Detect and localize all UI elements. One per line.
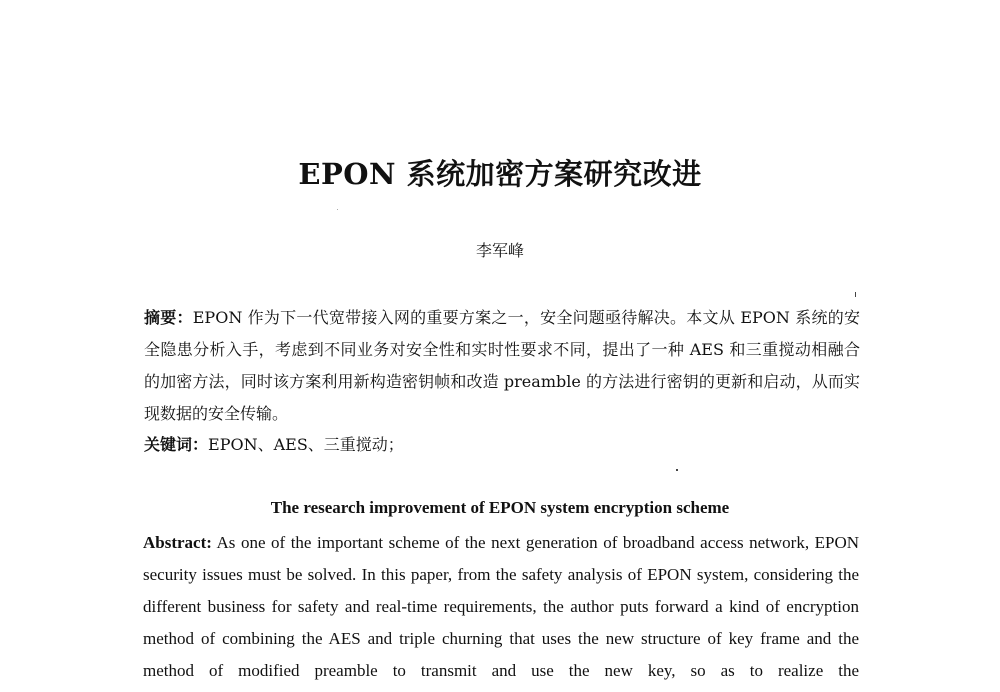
chinese-abstract-label: 摘要： — [144, 308, 193, 327]
author-name: 李军峰 — [475, 241, 524, 260]
english-abstract-text: As one of the important scheme of the next generation of broadband access network, EPON security issues must be solved. In this paper, from the safety analysis of EPON system, considering the different business for safety and real-time requirements, the author puts forward a kind of encryption method of combining the AES and triple churning that uses the new structure of key frame and the method of modified preamble to transmit and use the new key, so as to realize the — [143, 533, 859, 680]
chinese-keywords-text: EPON、AES、三重搅动； — [208, 435, 404, 454]
chinese-abstract — [144, 302, 860, 430]
english-abstract — [143, 527, 859, 687]
chinese-keywords — [144, 430, 860, 460]
english-title: The research improvement of EPON system encryption scheme — [270, 498, 730, 517]
english-abstract-label: Abstract: — [143, 533, 212, 552]
chinese-abstract-text: EPON 作为下一代宽带接入网的重要方案之一，安全问题亟待解决。本文从 EPON 系统的安全隐患分析入手，考虑到不同业务对安全性和实时性要求不同，提出了一种 AES 和三重搅动相融合的加密方法，同时该方案利用新构造密钥帧和改造 preamble 的方法进行密钥的更新和启动，从而实现数据的安全传输。 — [144, 308, 860, 423]
scan-speck — [855, 292, 856, 297]
chinese-keywords-label: 关键词： — [144, 435, 209, 454]
scan-speck — [337, 209, 338, 210]
paper-title: EPON 系统加密方案研究改进 — [298, 157, 702, 191]
scan-speck — [676, 469, 678, 471]
